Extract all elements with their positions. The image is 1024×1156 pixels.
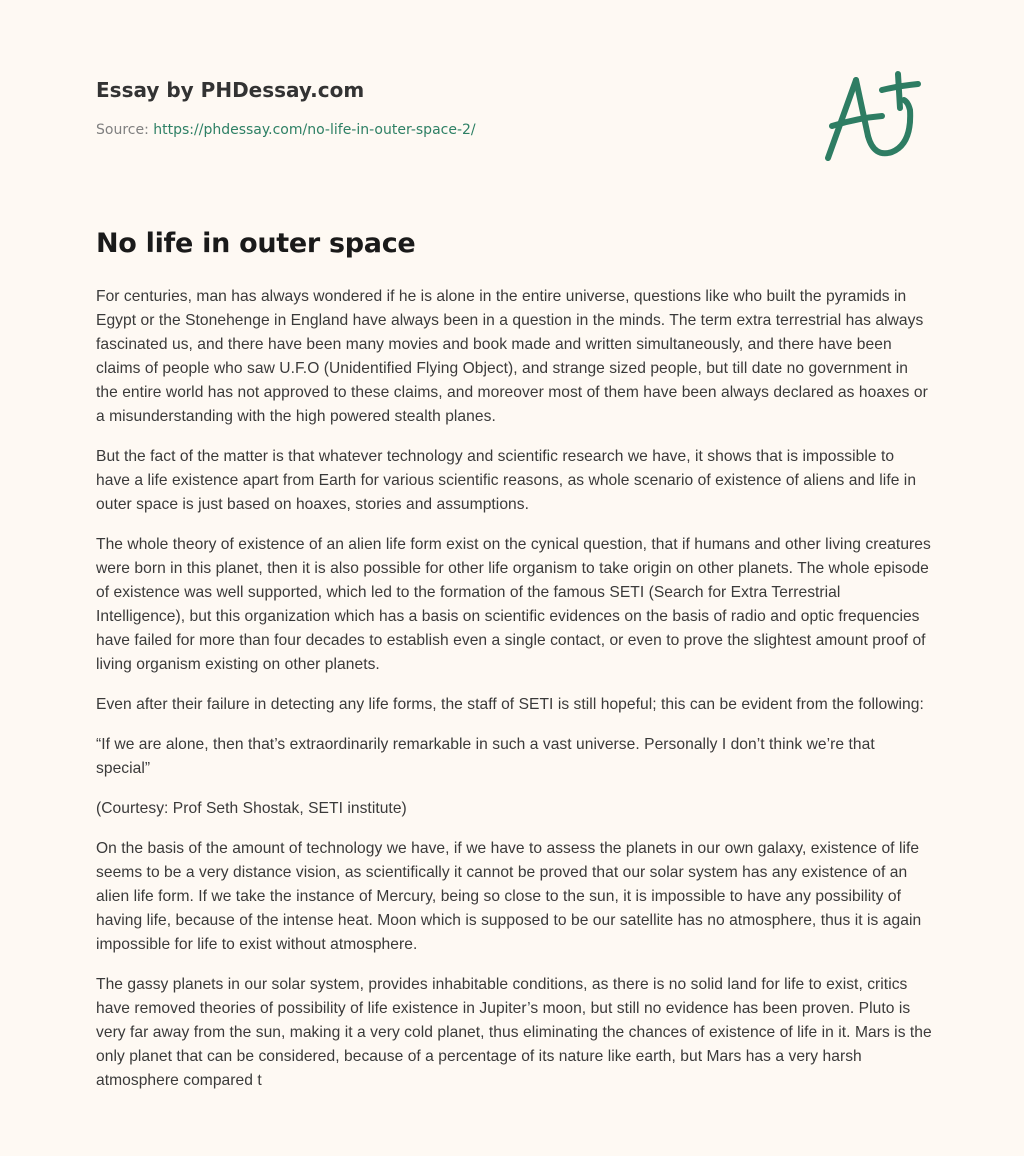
source-link[interactable]: https://phdessay.com/no-life-in-outer-space-2/ [153, 122, 476, 138]
source-line [96, 120, 796, 140]
essay-paragraph: Even after their failure in detecting any life forms, the staff of SETI is still hopeful; this can be evident from the following: [96, 696, 924, 713]
a-plus-grade-icon [818, 66, 928, 166]
site-brand: Essay by PHDessay.com [96, 78, 365, 102]
essay-paragraph: But the fact of the matter is that whatever technology and scientific research we have, it shows that is impossible to have a life existence apart from Earth for various scientific reasons, as whole scenario of existence of aliens and life in outer space is just based on hoaxes, stories and assumptions. [96, 448, 917, 513]
essay-paragraph: The gassy planets in our solar system, provides inhabitable conditions, as there is no solid land for life to exist, critics have removed theories of possibility of life existence in Jupiter’s moon, but still no evidence has been proven. Pluto is very far away from the sun, making it a very cold planet, thus eliminating the chances of existence of life in it. Mars is the only planet that can be considered, because of a percentage of its nature like earth, but Mars has a very harsh atmosphere compared t [96, 976, 932, 1089]
essay-paragraph: For centuries, man has always wondered if he is alone in the entire universe, questions like who built the pyramids in Egypt or the Stonehenge in England have always been in a question in the minds. The term extra terrestrial has always fascinated us, and there have been many movies and book made and written simultaneously, and there have been claims of people who saw U.F.O (Unidentified Flying Object), and strange sized people, but till date no government in the entire world has not approved to these claims, and moreover most of them have been always declared as hoaxes or a misunderstanding with the high powered stealth planes. [96, 288, 928, 425]
essay-paragraph: The whole theory of existence of an alien life form exist on the cynical question, that if humans and other living creatures were born in this planet, then it is also possible for other life organism to take origin on other planets. The whole episode of existence was well supported, which led to the formation of the famous SETI (Search for Extra Terrestrial Intelligence), but this organization which has a basis on scientific evidences on the basis of radio and optic frequencies have failed for more than four decades to establish even a single contact, or even to prove the slightest amount proof of living organism existing on other planets. [96, 536, 931, 673]
essay-title: No life in outer space [96, 228, 416, 259]
essay-header [96, 76, 796, 140]
source-label: Source: [96, 122, 154, 138]
essay-paragraph: On the basis of the amount of technology we have, if we have to assess the planets in our own galaxy, existence of life seems to be a very distance vision, as scientifically it cannot be proved that our solar system has any existence of an alien life form. If we take the instance of Mercury, being so close to the sun, it is impossible to have any possibility of having life, because of the intense heat. Moon which is supposed to be our satellite has no atmosphere, thus it is again impossible for life to exist without atmosphere. [96, 840, 922, 953]
quote-attribution: (Courtesy: Prof Seth Shostak, SETI institute) [96, 800, 407, 817]
essay-quote: “If we are alone, then that’s extraordinarily remarkable in such a vast universe. Personally I don’t think we’re that special” [96, 736, 875, 777]
essay-body [96, 285, 932, 1109]
